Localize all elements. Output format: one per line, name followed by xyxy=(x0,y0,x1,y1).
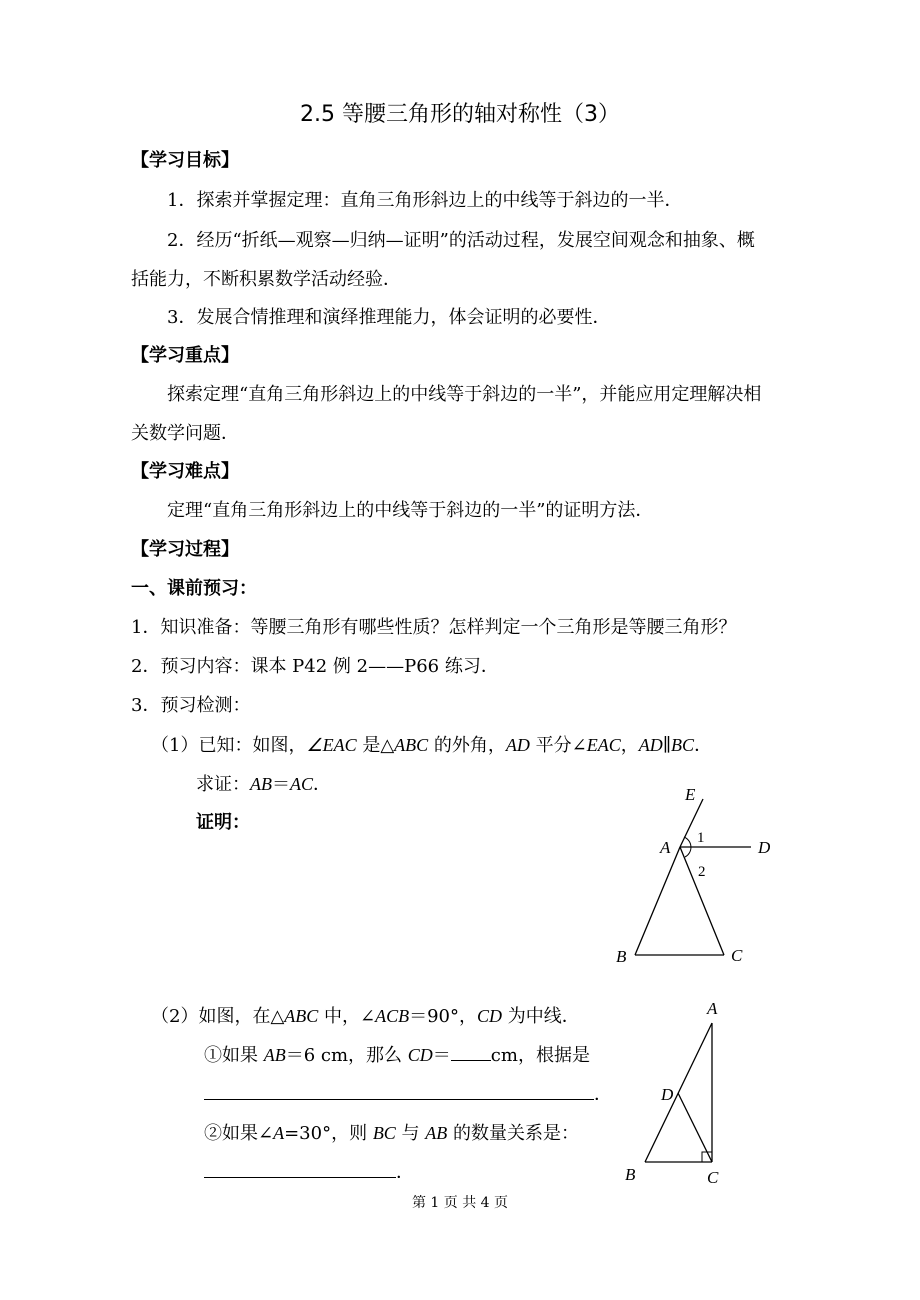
side-a-b xyxy=(635,847,680,955)
problem-2-sub-2-answer: ． xyxy=(204,1161,414,1184)
goal-item-3: 3．发展合情推理和演绎推理能力，体会证明的必要性． xyxy=(167,307,611,328)
right-angle-mark xyxy=(702,1152,712,1162)
problem-2-sub-2: ②如果∠A=30°，则 BC 与 AB 的数量关系是： xyxy=(204,1123,580,1144)
page-footer: 第 1 页 共 4 页 xyxy=(411,1195,509,1211)
question-2: 2．预习内容：课本 P42 例 2——P66 练习． xyxy=(131,656,499,677)
problem-2-statement: （2）如图，在△ABC 中，∠ACB＝90°，CD 为中线． xyxy=(151,1006,580,1027)
label-c-2: C xyxy=(707,1168,719,1187)
key-heading: 【学习重点】 xyxy=(131,345,239,366)
difficulty-heading: 【学习难点】 xyxy=(131,461,239,482)
difficulty-line-1: 定理“直角三角形斜边上的中线等于斜边的一半”的证明方法． xyxy=(167,500,654,521)
goal-item-2-line-1: 2．经历“折纸—观察—归纳—证明”的活动过程，发展空间观念和抽象、概 xyxy=(167,230,755,251)
problem-1-proof-label: 证明： xyxy=(196,812,250,833)
figure-2 xyxy=(615,995,755,1195)
page-title: 2.5 等腰三角形的轴对称性（3） xyxy=(300,102,620,127)
label-a-2: A xyxy=(707,999,718,1018)
goals-heading: 【学习目标】 xyxy=(131,150,239,171)
label-a: A xyxy=(660,838,671,857)
label-angle-1: 1 xyxy=(697,830,705,846)
label-d: D xyxy=(758,838,771,857)
label-b-2: B xyxy=(625,1165,636,1184)
answer-blank-relation[interactable] xyxy=(204,1161,396,1178)
problem-2-sub-1-reason: ． xyxy=(204,1083,612,1106)
question-3: 3．预习检测： xyxy=(131,695,251,716)
goal-item-1: 1．探索并掌握定理：直角三角形斜边上的中线等于斜边的一半． xyxy=(167,190,683,211)
problem-1-statement: （1）已知：如图，∠EAC 是△ABC 的外角，AD 平分∠EAC，AD∥BC． xyxy=(151,735,713,756)
answer-blank-cd[interactable] xyxy=(451,1044,491,1061)
key-line-2: 关数学问题． xyxy=(131,423,239,444)
goal-item-2-line-2: 括能力，不断积累数学活动经验． xyxy=(131,269,401,290)
label-angle-2: 2 xyxy=(698,864,706,880)
label-d-2: D xyxy=(661,1085,674,1104)
problem-2-sub-1: ①如果 AB＝6 cm，那么 CD＝ cm，根据是 xyxy=(204,1045,590,1066)
process-heading: 【学习过程】 xyxy=(131,539,239,560)
problem-1-prove: 求证：AB＝AC． xyxy=(196,774,332,795)
label-b: B xyxy=(616,947,627,966)
label-e: E xyxy=(685,785,696,804)
answer-blank-reason[interactable] xyxy=(204,1083,594,1100)
figure-1 xyxy=(600,775,800,975)
key-line-1: 探索定理“直角三角形斜边上的中线等于斜边的一半”，并能应用定理解决相 xyxy=(167,384,762,405)
part-one-heading: 一、课前预习： xyxy=(131,578,257,599)
label-c: C xyxy=(731,946,743,965)
question-1: 1．知识准备：等腰三角形有哪些性质？怎样判定一个三角形是等腰三角形？ xyxy=(131,617,737,638)
